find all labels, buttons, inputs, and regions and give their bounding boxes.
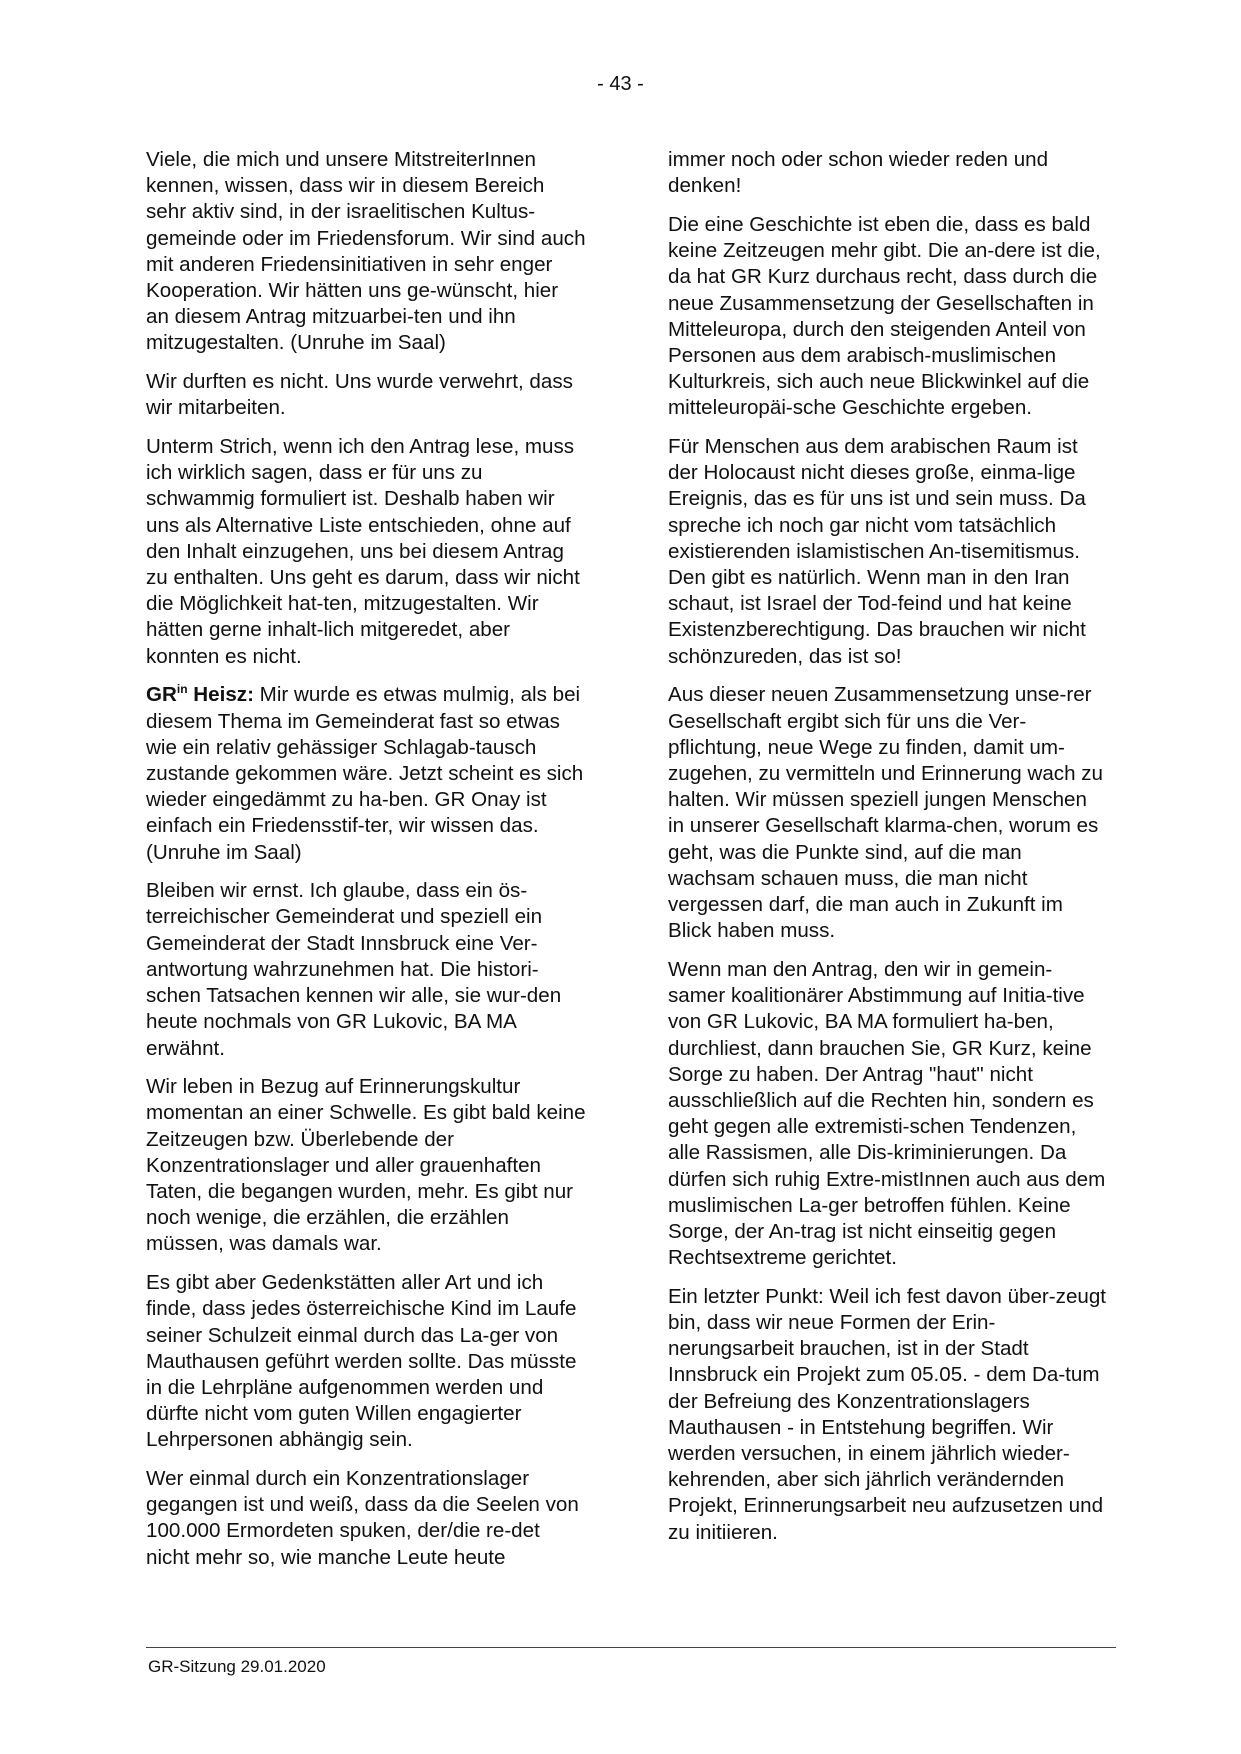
paragraph: Unterm Strich, wenn ich den Antrag lese, muss ich wirklich sagen, dass er für uns zu schwammig formuliert ist. Deshalb haben wir uns als Alternative Liste entschieden, ohne auf den Inhalt einzugehen, uns bei diesem Antrag zu enthalten. Uns geht es darum, dass wir nicht die Möglichkeit hat-ten, mitzugestalten. Wir hätten gerne inhalt-lich mitgeredet, aber konnten es nicht. xyxy=(146,435,580,668)
paragraph: Bleiben wir ernst. Ich glaube, dass ein ös-terreichischer Gemeinderat und speziell ein Gemeinderat der Stadt Innsbruck eine Ver-antwortung wahrzunehmen hat. Die histori-schen Tatsachen kennen wir alle, sie wur-den heute nochmals von GR Lukovic, BA MA erwähnt. xyxy=(146,879,562,1060)
paragraph: Wenn man den Antrag, den wir in gemein-samer koalitionärer Abstimmung auf Initia-tive von GR Lukovic, BA MA formuliert ha-ben, durchliest, dann brauchen Sie, GR Kurz, keine Sorge zu haben. Der Antrag "haut" nicht ausschließlich auf die Rechten hin, sondern es geht gegen alle extremisti-schen Tendenzen, alle Rassismen, alle Dis-kriminierungen. Da dürfen sich ruhig Extre-mistInnen auch aus dem muslimischen La-ger betroffen fühlen. Keine Sorge, der An-trag ist nicht einseitig gegen Rechtsextreme gerichtet. xyxy=(668,957,1106,1270)
speaker-paragraph xyxy=(146,682,586,865)
footer-divider xyxy=(146,1647,1116,1648)
left-column xyxy=(146,147,586,1583)
paragraph: Es gibt aber Gedenkstätten aller Art und ich finde, dass jedes österreichische Kind im Laufe seiner Schulzeit einmal durch das La-ger von Mauthausen geführt werden sollte. Das müsste in die Lehrpläne aufgenommen werden und dürfte nicht vom guten Willen engagierter Lehrpersonen abhängig sein. xyxy=(146,1271,577,1452)
footer-session-label: GR-Sitzung 29.01.2020 xyxy=(148,1657,326,1676)
paragraph: Wer einmal durch ein Konzentrationslager gegangen ist und weiß, dass da die Seelen von 100.000 Ermordeten spuken, der/die re-det nicht mehr so, wie manche Leute heute xyxy=(146,1467,579,1569)
paragraph: Die eine Geschichte ist eben die, dass es bald keine Zeitzeugen mehr gibt. Die an-dere ist die, da hat GR Kurz durchaus recht, dass durch die neue Zusammensetzung der Gesellschaften in Mitteleuropa, durch den steigenden Anteil von Personen aus dem arabisch-muslimischen Kulturkreis, sich auch neue Blickwinkel auf die mitteleuropäi-sche Geschichte ergeben. xyxy=(668,212,1101,420)
paragraph: immer noch oder schon wieder reden und denken! xyxy=(668,148,1049,198)
speaker-label xyxy=(146,683,254,706)
paragraph: Für Menschen aus dem arabischen Raum ist der Holocaust nicht dieses große, einma-lige Ereignis, das es für uns ist und sein muss. Da spreche ich noch gar nicht vom tatsächlich existierenden islamistischen An-tisemitismus. Den gibt es natürlich. Wenn man in den Iran schaut, ist Israel der Tod-feind und hat keine Existenzberechtigung. Das brauchen wir nicht schönzureden, das ist so! xyxy=(668,435,1086,668)
speaker-title-suffix: in xyxy=(176,682,188,697)
paragraph: Wir durften es nicht. Uns wurde verwehrt, dass wir mitarbeiten. xyxy=(146,370,573,420)
speaker-name: Heisz: xyxy=(187,683,254,707)
paragraph: Aus dieser neuen Zusammensetzung unse-rer Gesellschaft ergibt sich für uns die Ver-pflichtung, neue Wege zu finden, damit um-zugehen, zu vermitteln und Erinnerung wach zu halten. Wir müssen speziell jungen Menschen in unserer Gesellschaft klarma-chen, worum es geht, was die Punkte sind, auf die man wachsam schauen muss, die man nicht vergessen darf, die man auch in Zukunft im Blick haben muss. xyxy=(668,683,1104,943)
speaker-text: Mir wurde es etwas mulmig, als bei diesem Thema im Gemeinderat fast so etwas wie ein relativ gehässiger Schlagab-tausch zustande gekommen wäre. Jetzt scheint es sich wieder eingedämmt zu ha-ben. GR Onay ist einfach ein Friedensstif-ter, wir wissen das. (Unruhe im Saal) xyxy=(146,683,584,864)
paragraph: Ein letzter Punkt: Weil ich fest davon über-zeugt bin, dass wir neue Formen der Erin-nerungsarbeit brauchen, ist in der Stadt Innsbruck ein Projekt zum 05.05. - dem Da-tum der Befreiung des Konzentrationslagers Mauthausen - in Entstehung begriffen. Wir werden versuchen, in einem jährlich wieder-kehrenden, aber sich jährlich verändernden Projekt, Erinnerungsarbeit neu aufzusetzen und zu initiieren. xyxy=(668,1284,1107,1544)
speaker-title: GR xyxy=(146,683,177,707)
paragraph: Wir leben in Bezug auf Erinnerungskultur momentan an einer Schwelle. Es gibt bald keine Zeitzeugen bzw. Überlebende der Konzentrationslager und aller grauenhaften Taten, die begangen wurden, mehr. Es gibt nur noch wenige, die erzählen, die erzählen müssen, was damals war. xyxy=(146,1075,586,1256)
paragraph: Viele, die mich und unsere MitstreiterInnen kennen, wissen, dass wir in diesem Bereich sehr aktiv sind, in der israelitischen Kultus-gemeinde oder im Friedensforum. Wir sind auch mit anderen Friedensinitiativen in sehr enger Kooperation. Wir hätten uns ge-wünscht, hier an diesem Antrag mitzuarbei-ten und ihn mitzugestalten. (Unruhe im Saal) xyxy=(146,148,586,355)
page-number: - 43 - xyxy=(597,73,644,95)
right-column xyxy=(668,147,1108,1558)
